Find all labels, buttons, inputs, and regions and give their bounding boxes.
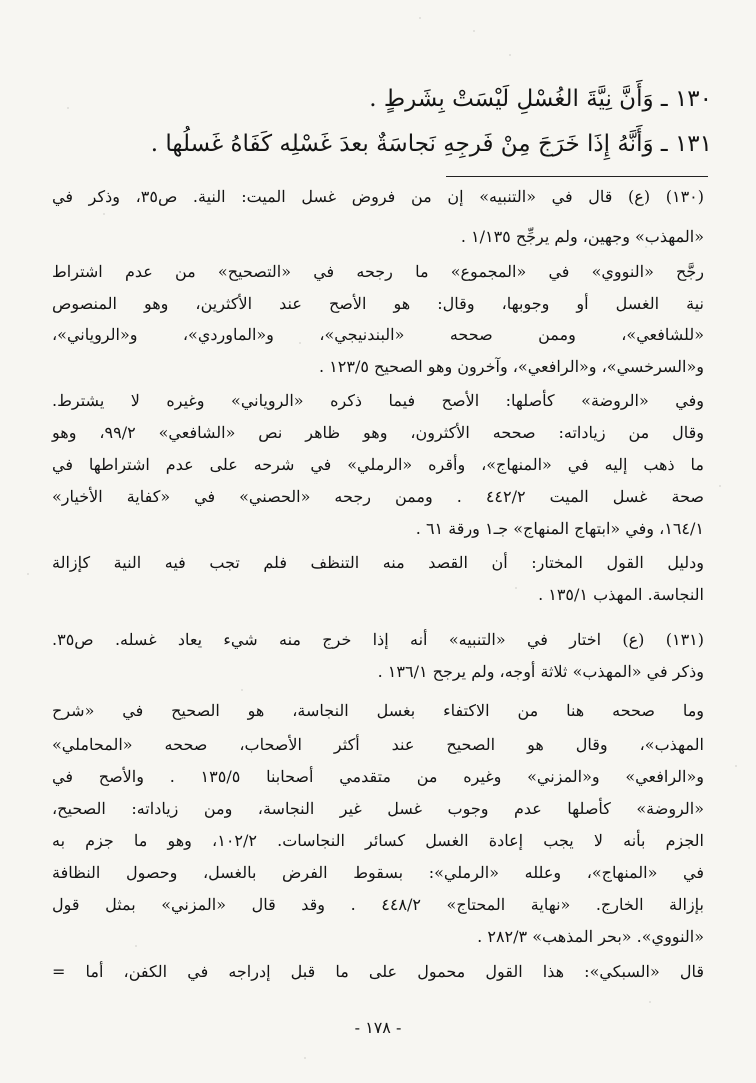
footnote-line: وقال من زياداته: صححه الأكثرون، وهو ظاهر نص «الشافعي» ٩٩/٢، وهو [52, 423, 704, 442]
footnote-line: المهذب»، وقال هو الصحيح عند أكثر الأصحاب، صححه «المحاملي» [52, 735, 704, 754]
main-text-line-130: ١٣٠ ـ وَأَنَّ نِيَّةَ الغُسْلِ لَيْسَتْ بِشَرطٍ . [369, 86, 712, 112]
footnote-line: و«السرخسي»، و«الرافعي»، وآخرون وهو الصحيح ١٢٣/٥ . [319, 357, 704, 376]
footnote-line: صحة غسل الميت ٤٤٢/٢ . وممن رجحه «الحصني» في «كفاية الأخيار» [52, 487, 704, 506]
footnote-line: النجاسة. المهذب ١٣٥/١ . [538, 585, 704, 604]
footnote-line: (١٣٠) (ع) قال في «التنبيه» إن من فروض غسل الميت: النية. ص٣٥، وذكر في [52, 187, 705, 206]
footnote-line: و«الرافعي» و«المزني» وغيره من متقدمي أصحابنا ١٣٥/٥ . والأصح في [52, 767, 704, 786]
footnote-line: وما صححه هنا من الاكتفاء بغسل النجاسة، هو الصحيح في «شرح [52, 701, 704, 720]
footnote-line: ما ذهب إليه في «المنهاج»، وأقره «الرملي» في شرحه على عدم اشتراطها في [52, 455, 704, 474]
footnote-line: «النووي». «بحر المذهب» ٢٨٢/٣ . [477, 927, 704, 946]
footnote-line: ودليل القول المختار: أن القصد منه التنظف فلم تجب فيه النية كإزالة [52, 553, 704, 572]
footnote-line: قال «السبكي»: هذا القول محمول على ما قبل إدراجه في الكفن، أما = [52, 962, 704, 981]
footnote-line: في «المنهاج»، وعلله «الرملي»: بسقوط الفرض بالغسل، وحصول النظافة [52, 863, 704, 882]
footnote-line: «الروضة» كأصلها عدم وجوب غسل غير النجاسة، ومن زياداته: الصحيح، [52, 799, 704, 818]
footnote-line: ١٦٤/١، وفي «ابتهاج المنهاج» جـ١ ورقة ٦١ . [415, 519, 704, 538]
footnote-line: وذكر في «المهذب» ثلاثة أوجه، ولم يرجح ١٣٦/١ . [377, 662, 704, 681]
footnote-line: (١٣١) (ع) اختار في «التنبيه» أنه إذا خرج منه شيء يعاد غسله. ص٣٥. [52, 630, 704, 649]
footnote-line: رجَّح «النووي» في «المجموع» ما رجحه في «التصحيح» من عدم اشتراط [52, 262, 704, 281]
footnote-separator [446, 176, 708, 177]
footnote-line: «المهذب» وجهين، ولم يرجِّح ١/١٣٥ . [460, 227, 704, 246]
footnote-line: نية الغسل أو وجوبها، وقال: هو الأصح عند الأكثرين، وهو المنصوص [52, 294, 704, 313]
footnote-line: الجزم بأنه لا يجب إعادة الغسل كسائر النجاسات. ١٠٢/٢، وهو ما جزم به [52, 831, 704, 850]
footnote-line: «للشافعي»، وممن صححه «البندنيجي»، و«الماوردي»، و«الروياني»، [52, 325, 704, 344]
footnote-line: بإزالة الخارج. «نهاية المحتاج» ٤٤٨/٢ . وقد قال «المزني» بمثل قول [52, 895, 705, 914]
page-number: - ١٧٨ - [354, 1018, 402, 1037]
main-text-line-131: ١٣١ ـ وَأَنَّهُ إِذَا خَرَجَ مِنْ فَرجِهِ نَجاسَةٌ بعدَ غَسْلِه كَفَاهُ غَسلُها . [150, 131, 712, 157]
footnote-line: وفي «الروضة» كأصلها: الأصح فيما ذكره «الروياني» وغيره لا يشترط. [52, 391, 704, 410]
